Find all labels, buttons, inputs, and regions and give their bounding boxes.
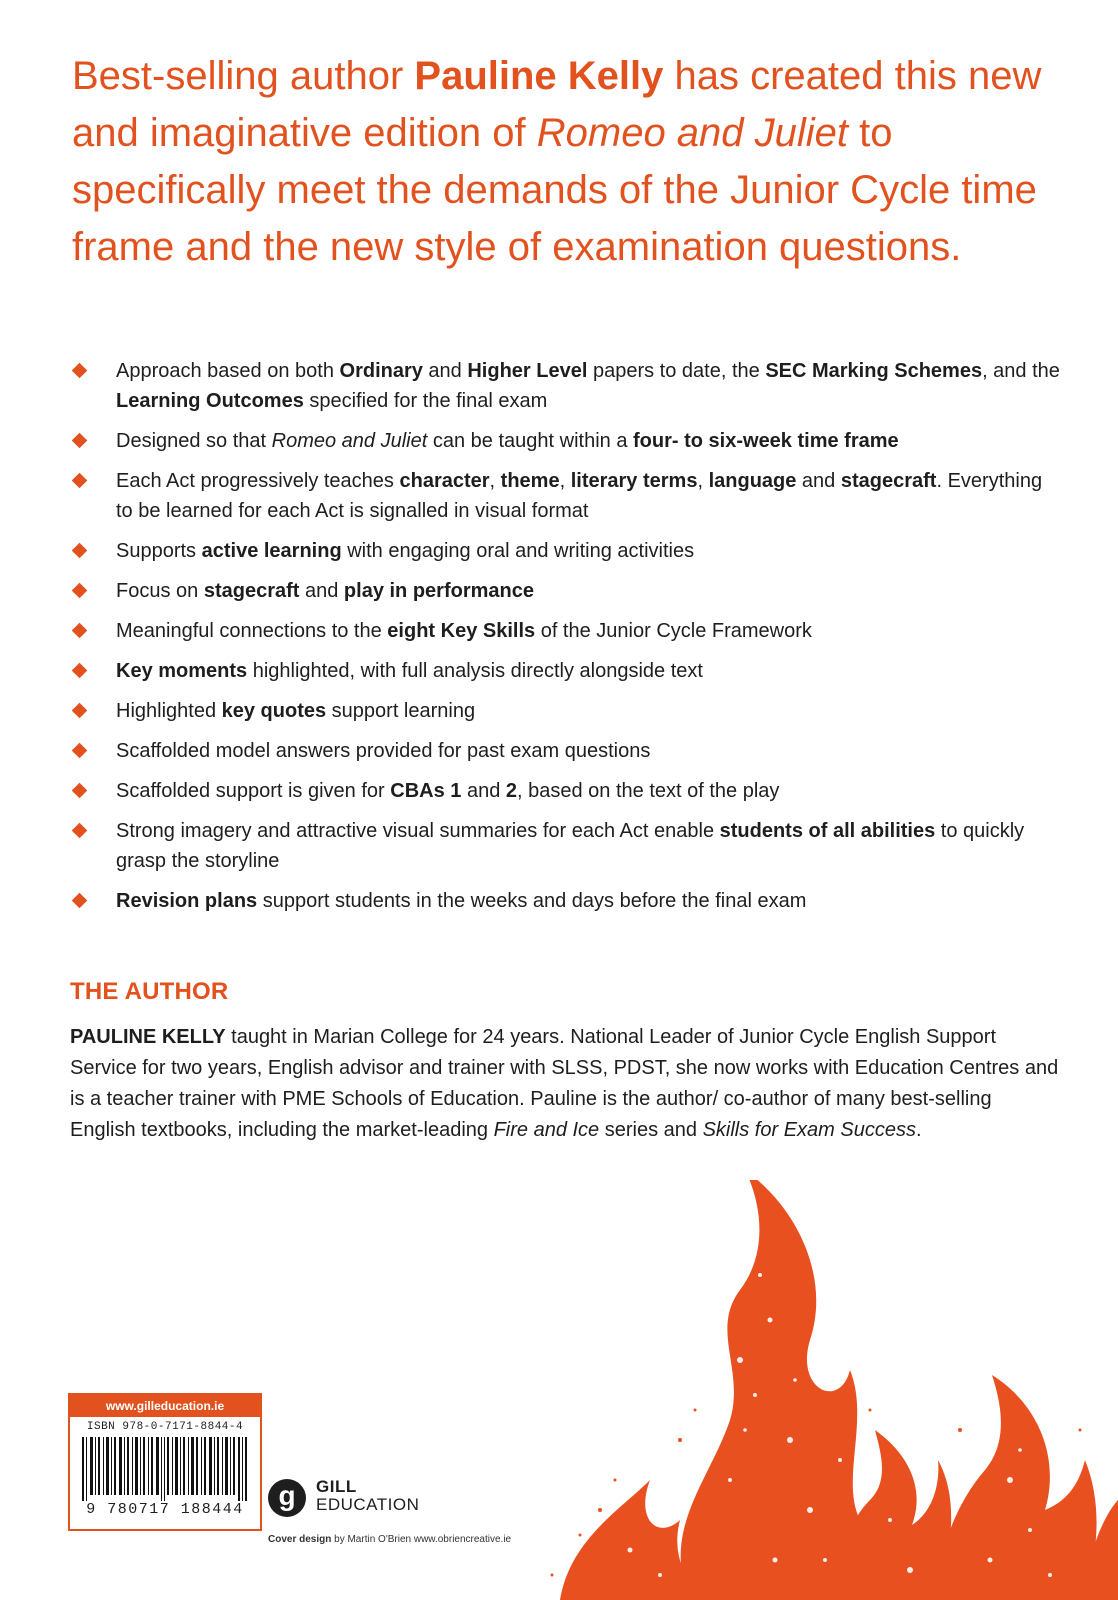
flame-left <box>560 1480 700 1600</box>
feature-item: Scaffolded support is given for CBAs 1 and 2, based on the text of the play <box>72 776 1062 806</box>
feature-item: Focus on stagecraft and play in performance <box>72 576 1062 606</box>
flame-right <box>930 1375 1097 1600</box>
diamond-bullet-icon <box>72 623 88 639</box>
diamond-bullet-icon <box>72 743 88 759</box>
feature-item: Approach based on both Ordinary and Higher Level papers to date, the SEC Marking Schemes, and the Learning Outcomes specified for the final exam <box>72 356 1062 416</box>
author-bio: PAULINE KELLY taught in Marian College for 24 years. National Leader of Junior Cycle English Support Service for two years, English advisor and trainer with SLSS, PDST, she now works with Education Centres and is a teacher trainer with PME Schools of Education. Pauline is the author/ co-author of many best-selling English textbooks, including the market-leading Fire and Ice series and Skills for Exam Success. <box>70 1026 1059 1141</box>
barcode-box <box>68 1393 262 1531</box>
gill-education-logo <box>268 1477 458 1523</box>
headline-text: to specifically meet the demands of the Junior Cycle time frame and the new style of examination questions. <box>72 111 1037 269</box>
headline-author: Pauline Kelly <box>414 54 664 98</box>
feature-item: Supports active learning with engaging oral and writing activities <box>72 536 1062 566</box>
headline-book-title: Romeo and Juliet <box>536 111 849 155</box>
diamond-bullet-icon <box>72 893 88 909</box>
publisher-sub: EDUCATION <box>316 1495 420 1514</box>
author-name: PAULINE KELLY <box>70 1026 226 1048</box>
headline <box>72 48 1072 276</box>
gill-logo-icon: g <box>268 1479 306 1517</box>
publisher-name: GILL <box>316 1477 357 1496</box>
isbn: ISBN 978-0-7171-8844-4 <box>86 1421 244 1433</box>
diamond-bullet-icon <box>72 823 88 839</box>
barcode-number: 9 780717 188444 <box>86 1501 244 1518</box>
barcode-bars <box>80 1437 250 1501</box>
series-title: Fire and Ice <box>493 1119 600 1141</box>
feature-item: Strong imagery and attractive visual summaries for each Act enable students of all abilities to quickly grasp the storyline <box>72 816 1062 876</box>
headline-text: has created this new and imaginative edition of <box>72 54 1042 155</box>
feature-item: Key moments highlighted, with full analysis directly alongside text <box>72 656 1062 686</box>
feature-item: Scaffolded model answers provided for past exam questions <box>72 736 1062 766</box>
publisher-url: www.gilleducation.ie <box>70 1395 260 1417</box>
diamond-bullet-icon <box>72 473 88 489</box>
headline-text: Best-selling author <box>72 54 415 98</box>
author-heading: THE AUTHOR <box>70 978 229 1005</box>
flame-center <box>681 1180 870 1600</box>
feature-item: Highlighted key quotes support learning <box>72 696 1062 726</box>
feature-item: Designed so that Romeo and Juliet can be taught within a four- to six-week time frame <box>72 426 1062 456</box>
diamond-bullet-icon <box>72 703 88 719</box>
diamond-bullet-icon <box>72 783 88 799</box>
feature-item: Revision plans support students in the weeks and days before the final exam <box>72 886 1062 916</box>
diamond-bullet-icon <box>72 363 88 379</box>
diamond-bullet-icon <box>72 433 88 449</box>
diamond-bullet-icon <box>72 543 88 559</box>
feature-item: Meaningful connections to the eight Key Skills of the Junior Cycle Framework <box>72 616 1062 646</box>
diamond-bullet-icon <box>72 583 88 599</box>
series-title: Skills for Exam Success <box>702 1119 916 1141</box>
feature-item: Each Act progressively teaches character, theme, literary terms, language and stagecraft. Everything to be learned for each Act is signalled in visual format <box>72 466 1062 526</box>
diamond-bullet-icon <box>72 663 88 679</box>
feature-list <box>72 356 1062 926</box>
flames-illustration <box>540 1180 1118 1600</box>
cover-design-credit: Cover design by Martin O'Brien www.obriencreative.ie <box>268 1534 512 1545</box>
